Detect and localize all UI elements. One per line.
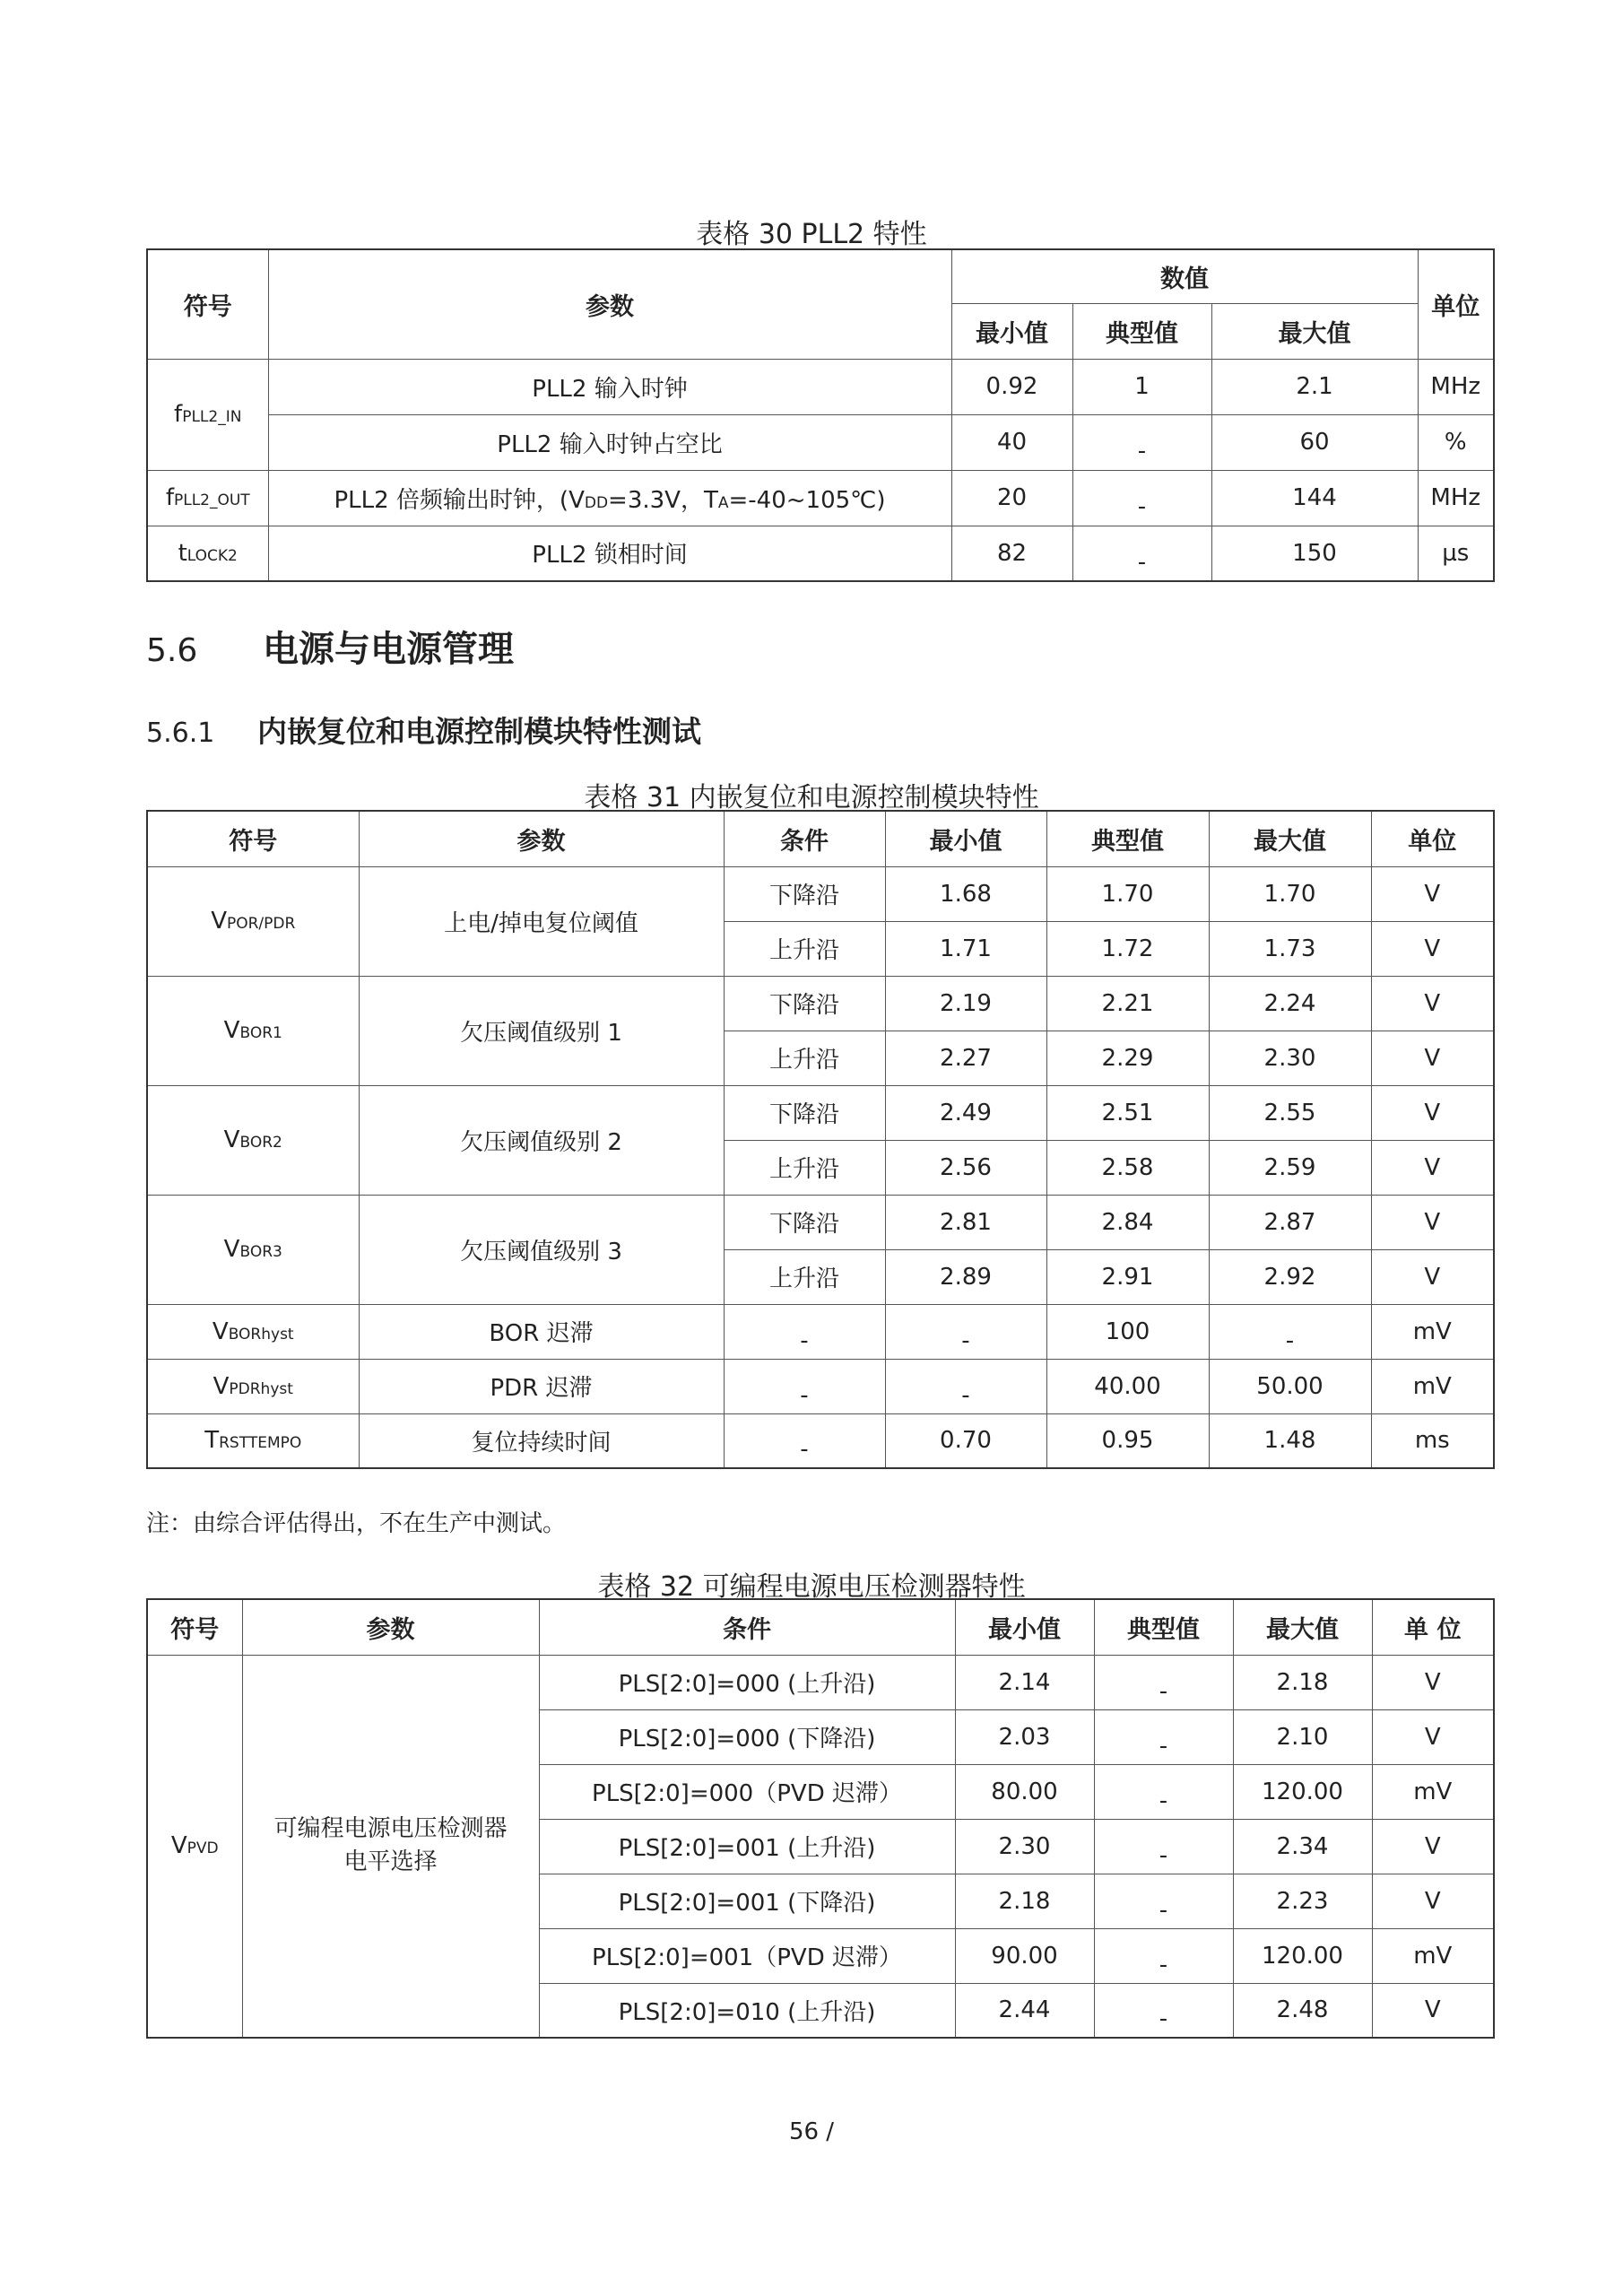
typ-cell: -: [1094, 1764, 1233, 1819]
table32-caption: 表格 32 可编程电源电压检测器特性: [597, 1571, 1026, 1603]
typ-cell: -: [1094, 1819, 1233, 1874]
table31-caption: 表格 31 内嵌复位和电源控制模块特性: [584, 782, 1039, 813]
header-typ: 典型值: [1094, 1599, 1233, 1655]
section-number: 5.6: [146, 632, 198, 669]
header-cond: 条件: [539, 1599, 955, 1655]
symbol-cell: tLOCK2: [147, 526, 268, 581]
unit-cell: V: [1371, 1140, 1494, 1195]
unit-cell: V: [1371, 976, 1494, 1031]
header-typ: 典型值: [1072, 303, 1211, 359]
table-row: [147, 359, 1494, 414]
unit-cell: V: [1371, 866, 1494, 921]
table30-caption: 表格 30 PLL2 特性: [696, 219, 927, 250]
cond-cell: PLS[2:0]=000 (上升沿): [539, 1655, 955, 1709]
table-row: [147, 470, 1494, 526]
cond-cell: PLS[2:0]=001（PVD 迟滞）: [539, 1928, 955, 1983]
cond-cell: 上升沿: [724, 1031, 885, 1085]
max-cell: 2.1: [1211, 359, 1418, 414]
unit-cell: V: [1372, 1983, 1494, 2038]
cond-cell: -: [724, 1413, 885, 1468]
unit-cell: V: [1371, 1249, 1494, 1304]
param-cell: BOR 迟滞: [359, 1304, 724, 1359]
cond-cell: -: [724, 1304, 885, 1359]
typ-cell: 2.91: [1046, 1249, 1209, 1304]
header-max: 最大值: [1211, 303, 1418, 359]
table31: [146, 810, 1495, 1469]
page-number: 56 /: [788, 2118, 835, 2145]
min-cell: 2.19: [885, 976, 1046, 1031]
table-row: [147, 1359, 1494, 1413]
header-min: 最小值: [951, 303, 1072, 359]
table-row: [147, 1304, 1494, 1359]
cond-cell: PLS[2:0]=000（PVD 迟滞）: [539, 1764, 955, 1819]
param-cell: PLL2 输入时钟: [268, 359, 951, 414]
typ-cell: 2.84: [1046, 1195, 1209, 1249]
unit-cell: ms: [1371, 1413, 1494, 1468]
cond-cell: 下降沿: [724, 1195, 885, 1249]
max-cell: 150: [1211, 526, 1418, 581]
unit-cell: mV: [1372, 1764, 1494, 1819]
section-heading: [146, 621, 514, 672]
typ-cell: 1.70: [1046, 866, 1209, 921]
typ-cell: -: [1094, 1874, 1233, 1928]
unit-cell: %: [1418, 414, 1494, 470]
unit-cell: V: [1371, 1085, 1494, 1140]
min-cell: 2.89: [885, 1249, 1046, 1304]
typ-cell: -: [1072, 470, 1211, 526]
max-cell: 2.34: [1233, 1819, 1372, 1874]
table-row: [147, 866, 1494, 921]
cond-cell: PLS[2:0]=001 (下降沿): [539, 1874, 955, 1928]
min-cell: 2.18: [955, 1874, 1094, 1928]
min-cell: 2.49: [885, 1085, 1046, 1140]
header-param: 参数: [242, 1599, 539, 1655]
symbol-cell: fPLL2_OUT: [147, 470, 268, 526]
min-cell: 2.14: [955, 1655, 1094, 1709]
param-cell: 可编程电源电压检测器 电平选择: [242, 1655, 539, 2038]
param-cell: 上电/掉电复位阈值: [359, 866, 724, 976]
max-cell: 1.48: [1209, 1413, 1371, 1468]
header-param: 参数: [268, 249, 951, 359]
max-cell: 144: [1211, 470, 1418, 526]
cond-cell: 下降沿: [724, 976, 885, 1031]
max-cell: 2.24: [1209, 976, 1371, 1031]
header-symbol: 符号: [147, 1599, 242, 1655]
max-cell: 2.48: [1233, 1983, 1372, 2038]
max-cell: 2.59: [1209, 1140, 1371, 1195]
header-cond: 条件: [724, 811, 885, 866]
min-cell: 2.27: [885, 1031, 1046, 1085]
param-cell: 复位持续时间: [359, 1413, 724, 1468]
param-cell: 欠压阈值级别 2: [359, 1085, 724, 1195]
table-row: [147, 976, 1494, 1031]
footnote: 注：由综合评估得出，不在生产中测试。: [146, 1510, 567, 1537]
param-cell: 欠压阈值级别 3: [359, 1195, 724, 1304]
unit-cell: V: [1371, 921, 1494, 976]
typ-cell: -: [1094, 1655, 1233, 1709]
max-cell: 120.00: [1233, 1764, 1372, 1819]
unit-cell: V: [1372, 1709, 1494, 1764]
typ-cell: -: [1094, 1709, 1233, 1764]
table-row: [147, 1195, 1494, 1249]
typ-cell: 2.21: [1046, 976, 1209, 1031]
typ-cell: 2.58: [1046, 1140, 1209, 1195]
typ-cell: -: [1072, 414, 1211, 470]
header-symbol: 符号: [147, 249, 268, 359]
unit-cell: V: [1371, 1195, 1494, 1249]
subsection-heading: [146, 709, 701, 751]
param-cell: PDR 迟滞: [359, 1359, 724, 1413]
symbol-cell: VPOR/PDR: [147, 866, 359, 976]
min-cell: 80.00: [955, 1764, 1094, 1819]
max-cell: 2.23: [1233, 1874, 1372, 1928]
min-cell: 0.92: [951, 359, 1072, 414]
cond-cell: 上升沿: [724, 1140, 885, 1195]
cond-cell: PLS[2:0]=000 (下降沿): [539, 1709, 955, 1764]
min-cell: 2.81: [885, 1195, 1046, 1249]
typ-cell: -: [1072, 526, 1211, 581]
symbol-cell: VBOR2: [147, 1085, 359, 1195]
cond-cell: 下降沿: [724, 1085, 885, 1140]
typ-cell: 2.29: [1046, 1031, 1209, 1085]
param-cell: PLL2 锁相时间: [268, 526, 951, 581]
unit-cell: V: [1372, 1874, 1494, 1928]
typ-cell: 1.72: [1046, 921, 1209, 976]
table-row: [147, 1085, 1494, 1140]
unit-cell: V: [1371, 1031, 1494, 1085]
min-cell: 2.03: [955, 1709, 1094, 1764]
max-cell: 2.30: [1209, 1031, 1371, 1085]
max-cell: 2.92: [1209, 1249, 1371, 1304]
min-cell: 0.70: [885, 1413, 1046, 1468]
min-cell: 82: [951, 526, 1072, 581]
table-row: [147, 1413, 1494, 1468]
subsection-title: 内嵌复位和电源控制模块特性测试: [257, 714, 701, 749]
header-values: 数值: [951, 249, 1418, 303]
typ-cell: 100: [1046, 1304, 1209, 1359]
min-cell: 2.44: [955, 1983, 1094, 2038]
typ-cell: -: [1094, 1928, 1233, 1983]
table-row: [147, 414, 1494, 470]
table-row: [147, 526, 1494, 581]
table30: [146, 248, 1495, 582]
param-cell: 欠压阈值级别 1: [359, 976, 724, 1085]
symbol-cell: VBORhyst: [147, 1304, 359, 1359]
min-cell: 20: [951, 470, 1072, 526]
param-cell: PLL2 倍频输出时钟，(VDD=3.3V，TA=-40~105℃): [268, 470, 951, 526]
header-min: 最小值: [885, 811, 1046, 866]
unit-cell: V: [1372, 1819, 1494, 1874]
param-cell: PLL2 输入时钟占空比: [268, 414, 951, 470]
min-cell: 2.30: [955, 1819, 1094, 1874]
unit-cell: MHz: [1418, 359, 1494, 414]
table-row: [147, 1655, 1494, 1709]
symbol-cell: TRSTTEMPO: [147, 1413, 359, 1468]
cond-cell: 上升沿: [724, 921, 885, 976]
header-param: 参数: [359, 811, 724, 866]
cond-cell: 下降沿: [724, 866, 885, 921]
typ-cell: 0.95: [1046, 1413, 1209, 1468]
min-cell: -: [885, 1304, 1046, 1359]
min-cell: 1.71: [885, 921, 1046, 976]
max-cell: -: [1209, 1304, 1371, 1359]
typ-cell: 40.00: [1046, 1359, 1209, 1413]
max-cell: 1.70: [1209, 866, 1371, 921]
max-cell: 2.18: [1233, 1655, 1372, 1709]
typ-cell: 2.51: [1046, 1085, 1209, 1140]
symbol-cell: VBOR3: [147, 1195, 359, 1304]
cond-cell: PLS[2:0]=001 (上升沿): [539, 1819, 955, 1874]
typ-cell: -: [1094, 1983, 1233, 2038]
min-cell: 90.00: [955, 1928, 1094, 1983]
max-cell: 2.87: [1209, 1195, 1371, 1249]
unit-cell: V: [1372, 1655, 1494, 1709]
symbol-cell: VPDRhyst: [147, 1359, 359, 1413]
subsection-number: 5.6.1: [146, 718, 215, 749]
header-typ: 典型值: [1046, 811, 1209, 866]
min-cell: -: [885, 1359, 1046, 1413]
header-unit: 单 位: [1372, 1599, 1494, 1655]
min-cell: 40: [951, 414, 1072, 470]
unit-cell: mV: [1371, 1359, 1494, 1413]
unit-cell: mV: [1372, 1928, 1494, 1983]
typ-cell: 1: [1072, 359, 1211, 414]
symbol-cell: VPVD: [147, 1655, 242, 2038]
unit-cell: MHz: [1418, 470, 1494, 526]
max-cell: 2.55: [1209, 1085, 1371, 1140]
header-min: 最小值: [955, 1599, 1094, 1655]
symbol-cell: VBOR1: [147, 976, 359, 1085]
cond-cell: -: [724, 1359, 885, 1413]
max-cell: 2.10: [1233, 1709, 1372, 1764]
header-max: 最大值: [1233, 1599, 1372, 1655]
header-symbol: 符号: [147, 811, 359, 866]
header-unit: 单位: [1418, 249, 1494, 359]
max-cell: 50.00: [1209, 1359, 1371, 1413]
max-cell: 1.73: [1209, 921, 1371, 976]
min-cell: 2.56: [885, 1140, 1046, 1195]
cond-cell: 上升沿: [724, 1249, 885, 1304]
unit-cell: µs: [1418, 526, 1494, 581]
max-cell: 120.00: [1233, 1928, 1372, 1983]
max-cell: 60: [1211, 414, 1418, 470]
unit-cell: mV: [1371, 1304, 1494, 1359]
min-cell: 1.68: [885, 866, 1046, 921]
symbol-cell: fPLL2_IN: [147, 359, 268, 470]
section-title: 电源与电源管理: [263, 629, 514, 670]
table32: [146, 1598, 1495, 2039]
header-unit: 单位: [1371, 811, 1494, 866]
cond-cell: PLS[2:0]=010 (上升沿): [539, 1983, 955, 2038]
header-max: 最大值: [1209, 811, 1371, 866]
